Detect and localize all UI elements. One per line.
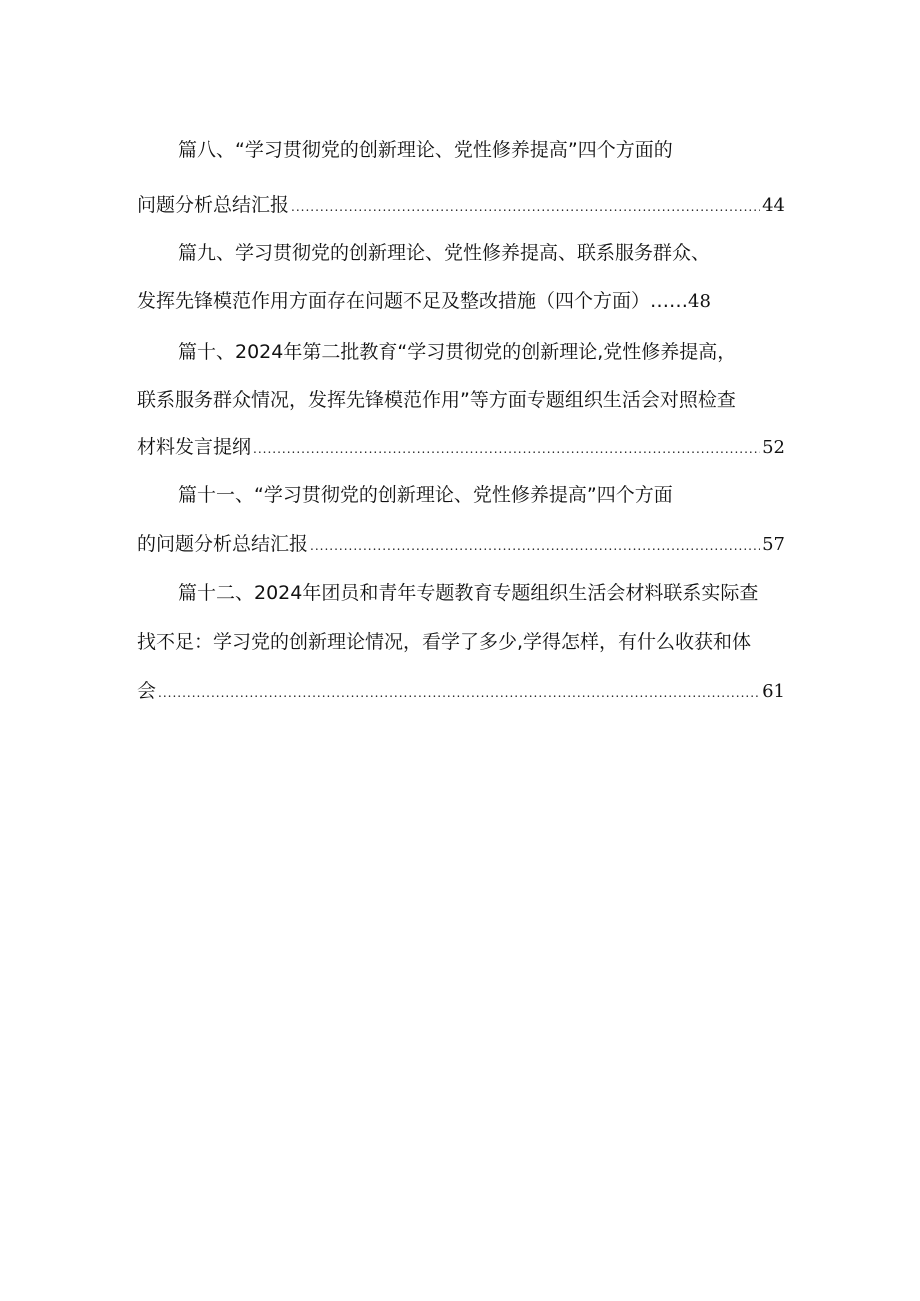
toc-entry-9-title-end: 发挥先锋模范作用方面存在问题不足及整改措施（四个方面）…… xyxy=(137,290,689,312)
dot-leader xyxy=(291,191,760,221)
toc-entry-10-page-number: 52 xyxy=(762,437,785,458)
toc-entry-10-title-end: 材料发言提纲 xyxy=(137,436,252,458)
dot-leader xyxy=(158,677,760,707)
toc-entry-12-line-1: 篇十二、2024年团员和青年专题教育专题组织生活会材料联系实际查 xyxy=(178,582,759,604)
toc-entry-10-line-1: 篇十、2024年第二批教育“学习贯彻党的创新理论,党性修养提高， xyxy=(178,341,737,363)
toc-entry-9-line-2[interactable] xyxy=(137,285,785,317)
toc-entry-12-title-end: 会 xyxy=(137,680,157,702)
toc-entry-9-line-1: 篇九、学习贯彻党的创新理论、党性修养提高、联系服务群众、 xyxy=(178,242,711,264)
toc-entry-8-line-1: 篇八、“学习贯彻党的创新理论、党性修养提高”四个方面的 xyxy=(178,139,673,161)
toc-entry-10-line-3[interactable] xyxy=(137,431,785,463)
toc-entry-12-line-2: 找不足：学习党的创新理论情况，看学了多少,学得怎样，有什么收获和体 xyxy=(137,631,752,653)
toc-entry-11-page-number: 57 xyxy=(762,534,785,555)
dot-leader xyxy=(253,433,760,463)
toc-entry-8-title-end: 问题分析总结汇报 xyxy=(137,194,290,216)
toc-entry-12-page-number: 61 xyxy=(762,681,785,702)
toc-entry-12-line-3[interactable] xyxy=(137,675,785,707)
toc-entry-9-page-number: 48 xyxy=(688,291,711,312)
toc-entry-8-page-number: 44 xyxy=(762,195,785,216)
toc-entry-8-line-2[interactable] xyxy=(137,189,785,221)
toc-entry-11-title-end: 的问题分析总结汇报 xyxy=(137,533,309,555)
toc-entry-11-line-2[interactable] xyxy=(137,528,785,560)
toc-entry-11-line-1: 篇十一、“学习贯彻党的创新理论、党性修养提高”四个方面 xyxy=(178,484,673,506)
dot-leader xyxy=(310,530,760,560)
toc-entry-10-line-2: 联系服务群众情况，发挥先锋模范作用”等方面专题组织生活会对照检查 xyxy=(137,389,736,411)
